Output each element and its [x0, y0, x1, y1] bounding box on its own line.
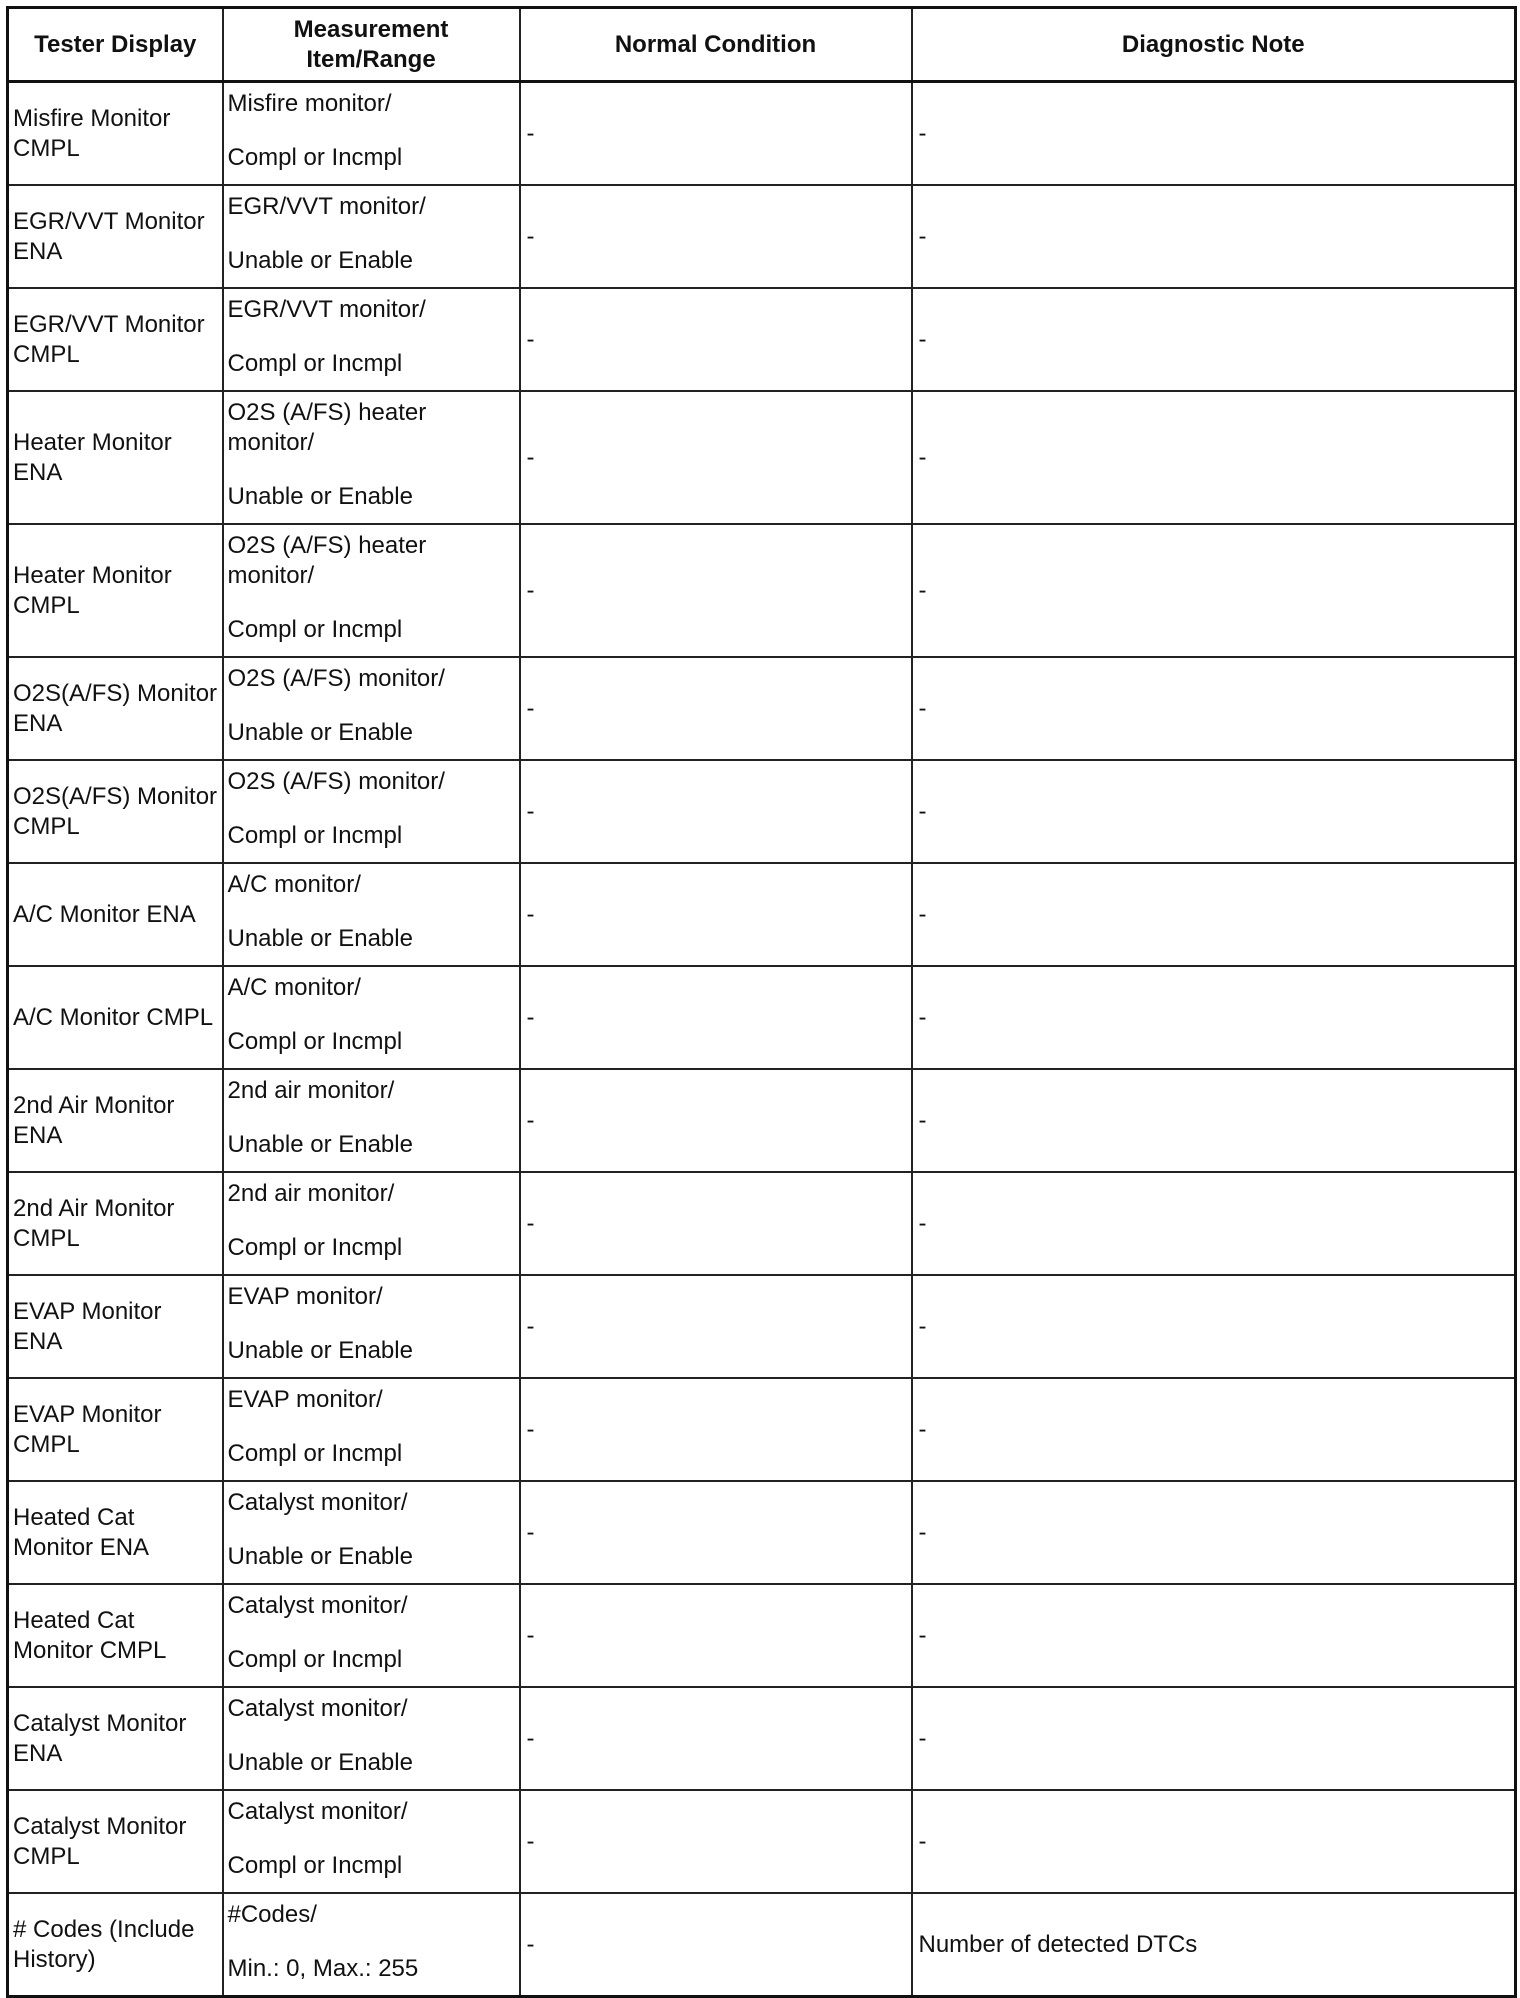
- diagnostic-note-cell: -: [912, 1481, 1516, 1584]
- measurement-item: EGR/VVT monitor/: [227, 193, 426, 220]
- tester-display-cell: EVAP Monitor ENA: [8, 1275, 223, 1378]
- measurement-cell: [223, 966, 520, 1069]
- table-row: [8, 657, 1516, 760]
- table-row: [8, 391, 1516, 524]
- normal-condition-cell: -: [520, 1893, 912, 1997]
- header-tester-display: Tester Display: [8, 8, 223, 82]
- normal-condition-cell: -: [520, 524, 912, 657]
- measurement-cell: [223, 1172, 520, 1275]
- measurement-range: Compl or Incmpl: [227, 144, 403, 171]
- tester-display-cell: A/C Monitor ENA: [8, 863, 223, 966]
- measurement-cell: [223, 1378, 520, 1481]
- measurement-item: 2nd air monitor/: [227, 1077, 395, 1104]
- measurement-item: 2nd air monitor/: [227, 1180, 395, 1207]
- measurement-item: Catalyst monitor/: [227, 1695, 408, 1722]
- tester-display-cell: O2S(A/FS) Monitor ENA: [8, 657, 223, 760]
- measurement-cell: [223, 1275, 520, 1378]
- normal-condition-cell: -: [520, 1275, 912, 1378]
- tester-display-cell: # Codes (Include History): [8, 1893, 223, 1997]
- measurement-range: Unable or Enable: [227, 1337, 413, 1364]
- measurement-range: Unable or Enable: [227, 719, 413, 746]
- diagnostic-note-cell: -: [912, 863, 1516, 966]
- diagnostic-note-cell: -: [912, 760, 1516, 863]
- diagnostic-note-cell: -: [912, 1584, 1516, 1687]
- measurement-cell: [223, 657, 520, 760]
- measurement-item: A/C monitor/: [227, 871, 361, 898]
- table-row: [8, 1893, 1516, 1997]
- table-row: [8, 760, 1516, 863]
- measurement-cell: [223, 863, 520, 966]
- normal-condition-cell: -: [520, 1687, 912, 1790]
- measurement-cell: [223, 1069, 520, 1172]
- diagnostic-note-cell: -: [912, 1172, 1516, 1275]
- measurement-item: O2S (A/FS) heater monitor/: [227, 532, 427, 589]
- diagnostic-note-cell: -: [912, 524, 1516, 657]
- table-row: [8, 1172, 1516, 1275]
- diagnostic-note-cell: -: [912, 82, 1516, 186]
- diagnostic-note-cell: -: [912, 1069, 1516, 1172]
- tester-display-cell: Heater Monitor CMPL: [8, 524, 223, 657]
- table-row: [8, 1378, 1516, 1481]
- measurement-cell: [223, 760, 520, 863]
- diagnostic-note-cell: -: [912, 288, 1516, 391]
- table-row: [8, 185, 1516, 288]
- measurement-item: EVAP monitor/: [227, 1283, 383, 1310]
- measurement-item: O2S (A/FS) monitor/: [227, 768, 445, 795]
- tester-display-cell: Misfire Monitor CMPL: [8, 82, 223, 186]
- normal-condition-cell: -: [520, 1378, 912, 1481]
- normal-condition-cell: -: [520, 288, 912, 391]
- table-row: [8, 524, 1516, 657]
- table-row: [8, 1069, 1516, 1172]
- table-row: [8, 82, 1516, 186]
- diagnostic-note-cell: -: [912, 1378, 1516, 1481]
- tester-display-cell: EVAP Monitor CMPL: [8, 1378, 223, 1481]
- normal-condition-cell: -: [520, 966, 912, 1069]
- header-row: [8, 8, 1516, 82]
- table-row: [8, 1275, 1516, 1378]
- measurement-item: A/C monitor/: [227, 974, 361, 1001]
- tester-display-cell: A/C Monitor CMPL: [8, 966, 223, 1069]
- measurement-range: Compl or Incmpl: [227, 1440, 403, 1467]
- measurement-cell: [223, 391, 520, 524]
- diagnostic-note-cell: -: [912, 1275, 1516, 1378]
- header-measurement: Measurement Item/Range: [223, 8, 520, 82]
- normal-condition-cell: -: [520, 1790, 912, 1893]
- measurement-cell: [223, 185, 520, 288]
- normal-condition-cell: -: [520, 82, 912, 186]
- tester-display-cell: Catalyst Monitor CMPL: [8, 1790, 223, 1893]
- diagnostic-note-cell: -: [912, 1687, 1516, 1790]
- diagnostic-note-cell: -: [912, 391, 1516, 524]
- measurement-cell: [223, 82, 520, 186]
- measurement-range: Unable or Enable: [227, 1749, 413, 1776]
- measurement-item: #Codes/: [227, 1901, 317, 1928]
- normal-condition-cell: -: [520, 657, 912, 760]
- measurement-item: Misfire monitor/: [227, 90, 392, 117]
- diagnostic-note-cell: -: [912, 966, 1516, 1069]
- table-row: [8, 1481, 1516, 1584]
- tester-display-cell: EGR/VVT Monitor CMPL: [8, 288, 223, 391]
- measurement-item: Catalyst monitor/: [227, 1798, 408, 1825]
- normal-condition-cell: -: [520, 391, 912, 524]
- normal-condition-cell: -: [520, 1584, 912, 1687]
- measurement-item: Catalyst monitor/: [227, 1489, 408, 1516]
- measurement-range: Unable or Enable: [227, 247, 413, 274]
- normal-condition-cell: -: [520, 863, 912, 966]
- measurement-range: Unable or Enable: [227, 1543, 413, 1570]
- measurement-range: Unable or Enable: [227, 483, 413, 510]
- measurement-cell: [223, 1584, 520, 1687]
- measurement-item: EVAP monitor/: [227, 1386, 383, 1413]
- measurement-range: Unable or Enable: [227, 925, 413, 952]
- tester-display-cell: Heater Monitor ENA: [8, 391, 223, 524]
- normal-condition-cell: -: [520, 760, 912, 863]
- measurement-range: Unable or Enable: [227, 1131, 413, 1158]
- diagnostic-note-cell: -: [912, 657, 1516, 760]
- diagnostic-note-cell: Number of detected DTCs: [912, 1893, 1516, 1997]
- header-normal-condition: Normal Condition: [520, 8, 912, 82]
- measurement-range: Compl or Incmpl: [227, 350, 403, 377]
- measurement-item: EGR/VVT monitor/: [227, 296, 426, 323]
- normal-condition-cell: -: [520, 185, 912, 288]
- tester-display-cell: 2nd Air Monitor CMPL: [8, 1172, 223, 1275]
- tester-display-cell: EGR/VVT Monitor ENA: [8, 185, 223, 288]
- tester-display-cell: Heated Cat Monitor CMPL: [8, 1584, 223, 1687]
- measurement-item: O2S (A/FS) heater monitor/: [227, 399, 427, 456]
- measurement-cell: [223, 1481, 520, 1584]
- measurement-range: Min.: 0, Max.: 255: [227, 1955, 419, 1982]
- measurement-range: Compl or Incmpl: [227, 1234, 403, 1261]
- table-row: [8, 1584, 1516, 1687]
- tester-display-cell: O2S(A/FS) Monitor CMPL: [8, 760, 223, 863]
- normal-condition-cell: -: [520, 1172, 912, 1275]
- measurement-cell: [223, 1687, 520, 1790]
- measurement-item: O2S (A/FS) monitor/: [227, 665, 445, 692]
- header-diagnostic-note: Diagnostic Note: [912, 8, 1516, 82]
- table-row: [8, 966, 1516, 1069]
- measurement-range: Compl or Incmpl: [227, 1646, 403, 1673]
- table-row: [8, 1790, 1516, 1893]
- table-row: [8, 863, 1516, 966]
- tester-display-cell: 2nd Air Monitor ENA: [8, 1069, 223, 1172]
- normal-condition-cell: -: [520, 1481, 912, 1584]
- normal-condition-cell: -: [520, 1069, 912, 1172]
- tester-display-cell: Heated Cat Monitor ENA: [8, 1481, 223, 1584]
- measurement-item: Catalyst monitor/: [227, 1592, 408, 1619]
- measurement-range: Compl or Incmpl: [227, 1852, 403, 1879]
- tester-display-cell: Catalyst Monitor ENA: [8, 1687, 223, 1790]
- table-row: [8, 288, 1516, 391]
- measurement-cell: [223, 524, 520, 657]
- measurement-range: Compl or Incmpl: [227, 822, 403, 849]
- table-row: [8, 1687, 1516, 1790]
- measurement-cell: [223, 288, 520, 391]
- data-list-table: [6, 6, 1517, 1998]
- measurement-cell: [223, 1790, 520, 1893]
- diagnostic-note-cell: -: [912, 185, 1516, 288]
- measurement-range: Compl or Incmpl: [227, 1028, 403, 1055]
- measurement-cell: [223, 1893, 520, 1997]
- measurement-range: Compl or Incmpl: [227, 616, 403, 643]
- diagnostic-note-cell: -: [912, 1790, 1516, 1893]
